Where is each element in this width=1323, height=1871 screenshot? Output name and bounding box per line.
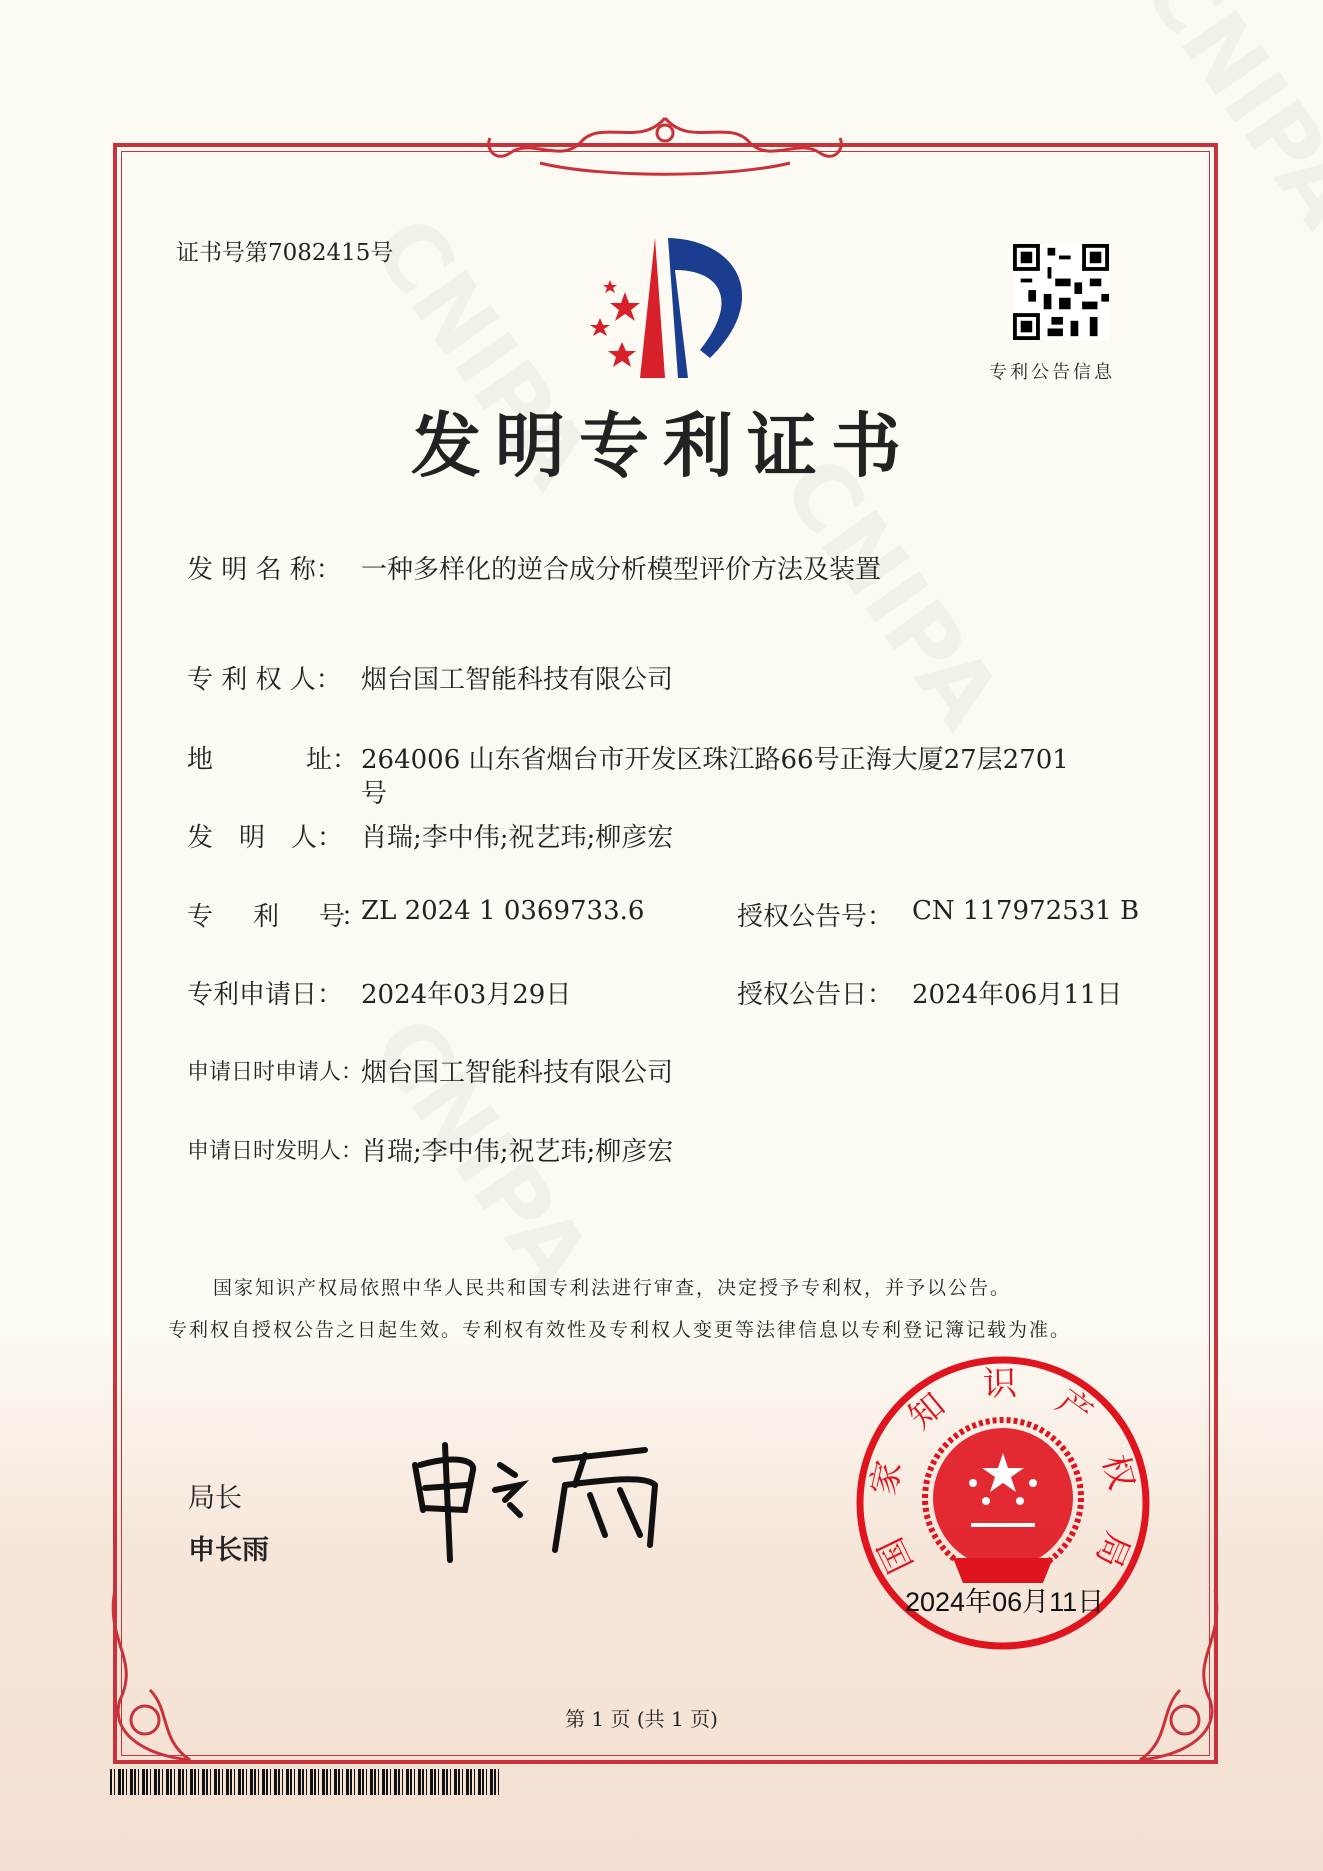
field-value: ZL 2024 1 0369733.6	[361, 896, 645, 926]
certificate-number: 证书号第7082415号	[176, 240, 394, 266]
field-value: 2024年06月11日	[912, 980, 1123, 1010]
seal-text: 国家知识产权局	[863, 1363, 1142, 1580]
field-label: 申请日时发明人：	[187, 1139, 364, 1164]
statement-line: 专利权自授权公告之日起生效。专利权有效性及专利权人变更等法律信息以专利登记簿记载为准。	[168, 1319, 1072, 1341]
field-label: 授权公告日：	[737, 980, 894, 1010]
signer-name: 申长雨	[188, 1535, 269, 1566]
field-value: CN 117972531 B	[912, 896, 1140, 926]
field-label: 专 利 权 人：	[187, 665, 342, 695]
field-value: 烟台国工智能科技有限公司	[361, 665, 674, 695]
field-value: 烟台国工智能科技有限公司	[361, 1058, 674, 1088]
qr-label: 专利公告信息	[989, 362, 1115, 383]
cnipa-logo	[570, 230, 770, 380]
field-label: 申请日时申请人：	[187, 1060, 364, 1085]
signer-title: 局长	[188, 1483, 242, 1514]
field-value: 264006 山东省烟台市开发区珠江路66号正海大厦27层2701	[361, 745, 1069, 775]
top-ornament	[480, 108, 850, 178]
field-label: 专 利 号：	[187, 902, 364, 932]
field-label: 发 明 名 称：	[187, 555, 342, 585]
field-value: 一种多样化的逆合成分析模型评价方法及装置	[361, 555, 882, 585]
qr-code[interactable]	[1013, 244, 1109, 340]
handwritten-signature	[405, 1440, 685, 1565]
page-title: 发明专利证书	[411, 405, 915, 487]
field-label: 专利申请日：	[187, 980, 344, 1010]
field-label: 地	[187, 745, 214, 775]
barcode	[110, 1769, 500, 1795]
seal-date: 2024年06月11日	[905, 1587, 1105, 1617]
field-label: 发 明 人：	[187, 823, 344, 853]
field-value: 肖瑞;李中伟;祝艺玮;柳彦宏	[361, 1137, 674, 1167]
field-value: 号	[361, 779, 388, 809]
field-value: 肖瑞;李中伟;祝艺玮;柳彦宏	[361, 823, 674, 853]
page-number: 第 1 页 (共 1 页)	[565, 1707, 718, 1731]
statement-line: 国家知识产权局依照中华人民共和国专利法进行审查，决定授予专利权，并予以公告。	[213, 1277, 1012, 1299]
corner-ornament-left	[100, 1580, 230, 1770]
field-label: 授权公告号：	[737, 902, 894, 932]
field-value: 2024年03月29日	[361, 980, 572, 1010]
field-label: 址：	[306, 745, 359, 775]
